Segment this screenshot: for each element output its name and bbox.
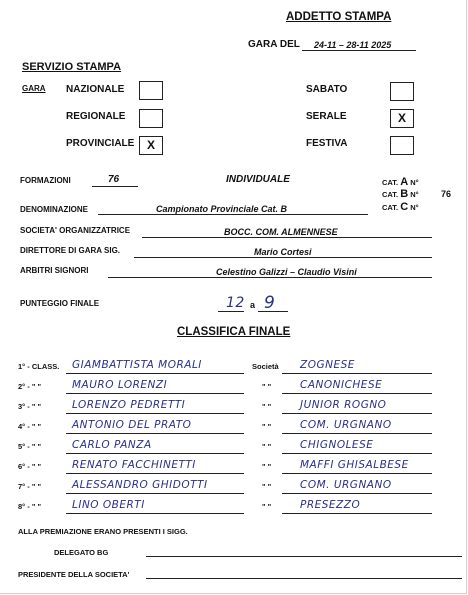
- sabato-label: SABATO: [306, 84, 348, 95]
- cat-b-n: N°: [410, 190, 419, 199]
- festiva-label: FESTIVA: [306, 138, 348, 149]
- cat-c-prefix: CAT.: [382, 203, 399, 212]
- regionale-label: REGIONALE: [66, 111, 126, 122]
- ditto-mark: " ": [262, 442, 272, 451]
- cat-b: [382, 188, 419, 200]
- punteggio-label: PUNTEGGIO FINALE: [20, 299, 100, 308]
- regionale-checkbox[interactable]: [139, 109, 163, 128]
- ditto-mark: " ": [262, 422, 272, 431]
- player-name: MAURO LORENZI: [72, 379, 168, 391]
- sabato-checkbox[interactable]: [390, 82, 414, 101]
- direttore-value: Mario Cortesi: [254, 247, 312, 257]
- arbitri-label: ARBITRI SIGNORI: [20, 266, 89, 275]
- position-label: 5° - " ": [18, 442, 42, 451]
- festiva-checkbox[interactable]: [390, 136, 414, 155]
- club-line: [282, 493, 432, 494]
- club-name: PRESEZZO: [300, 499, 361, 511]
- player-line: [66, 393, 244, 394]
- club-line: [282, 373, 432, 374]
- position-label: 1° - CLASS.: [18, 362, 60, 371]
- player-name: LORENZO PEDRETTI: [72, 399, 186, 411]
- arbitri-value: Celestino Galizzi – Claudio Visini: [216, 267, 357, 277]
- player-line: [66, 453, 244, 454]
- player-name: CARLO PANZA: [72, 439, 152, 451]
- gara-del-label: GARA DEL: [248, 39, 300, 50]
- denominazione-value: Campionato Provinciale Cat. B: [156, 204, 288, 214]
- position-label: 7° - " ": [18, 482, 42, 491]
- cat-b-value: 76: [441, 189, 452, 199]
- gara-label: GARA: [22, 84, 46, 93]
- gara-date-line: [302, 50, 416, 51]
- club-name: JUNIOR ROGNO: [300, 399, 387, 411]
- club-line: [282, 393, 432, 394]
- societa-line: [142, 237, 432, 238]
- individuale-label: INDIVIDUALE: [226, 174, 290, 185]
- denominazione-label: DENOMINAZIONE: [20, 205, 88, 214]
- cat-c-letter: C: [400, 201, 409, 213]
- societa-value: BOCC. COM. ALMENNESE: [224, 227, 338, 237]
- nazionale-checkbox[interactable]: [139, 81, 163, 100]
- punteggio-a: 12: [226, 295, 245, 311]
- direttore-label: DIRETTORE DI GARA SIG.: [20, 246, 121, 255]
- serale-checkbox[interactable]: X: [390, 109, 414, 128]
- arbitri-line: [108, 277, 432, 278]
- player-name: RENATO FACCHINETTI: [72, 459, 196, 471]
- denominazione-line: [98, 214, 368, 215]
- formazioni-value: 76: [108, 174, 120, 185]
- cat-c: [382, 201, 419, 213]
- club-name: ZOGNESE: [300, 359, 355, 371]
- club-line: [282, 413, 432, 414]
- punteggio-sep: a: [250, 300, 256, 310]
- cat-a-letter: A: [400, 176, 409, 188]
- club-line: [282, 473, 432, 474]
- form-title: ADDETTO STAMPA: [286, 11, 392, 23]
- punteggio-a-line: [218, 311, 244, 312]
- club-name: CHIGNOLESE: [300, 439, 374, 451]
- servizio-stampa-title: SERVIZIO STAMPA: [22, 61, 122, 73]
- club-name: COM. URGNANO: [300, 479, 392, 491]
- ditto-mark: " ": [262, 502, 272, 511]
- player-line: [66, 473, 244, 474]
- player-line: [66, 493, 244, 494]
- position-label: 2° - " ": [18, 382, 42, 391]
- position-label: 8° - " ": [18, 502, 42, 511]
- delegato-line: [146, 556, 462, 557]
- position-label: 6° - " ": [18, 462, 42, 471]
- ditto-mark: " ": [262, 402, 272, 411]
- player-name: GIAMBATTISTA MORALI: [72, 359, 202, 371]
- nazionale-label: NAZIONALE: [66, 84, 125, 95]
- ditto-mark: " ": [262, 382, 272, 391]
- ditto-mark: " ": [262, 462, 272, 471]
- formazioni-line: [92, 186, 138, 187]
- cat-a-prefix: CAT.: [382, 178, 399, 187]
- position-label: 4° - " ": [18, 422, 42, 431]
- ditto-mark: " ": [262, 482, 272, 491]
- delegato-label: DELEGATO BG: [54, 548, 109, 557]
- club-name: MAFFI GHISALBESE: [300, 459, 409, 471]
- player-line: [66, 373, 244, 374]
- cat-b-letter: B: [400, 188, 409, 200]
- club-name: CANONICHESE: [300, 379, 383, 391]
- societa-label: Società: [252, 362, 279, 371]
- player-name: ANTONIO DEL PRATO: [72, 419, 192, 431]
- club-line: [282, 453, 432, 454]
- direttore-line: [134, 257, 432, 258]
- cat-a: [382, 176, 419, 188]
- serale-label: SERALE: [306, 111, 347, 122]
- player-name: ALESSANDRO GHIDOTTI: [72, 479, 208, 491]
- gara-date: 24-11 – 28-11 2025: [314, 40, 392, 50]
- club-name: COM. URGNANO: [300, 419, 392, 431]
- provinciale-label: PROVINCIALE: [66, 138, 135, 149]
- player-line: [66, 413, 244, 414]
- classifica-title: CLASSIFICA FINALE: [177, 326, 291, 338]
- player-name: LINO OBERTI: [72, 499, 145, 511]
- provinciale-checkbox[interactable]: X: [139, 136, 163, 155]
- cat-c-n: N°: [410, 203, 419, 212]
- premiazione-label: ALLA PREMIAZIONE ERANO PRESENTI I SIGG.: [18, 527, 188, 536]
- presidente-label: PRESIDENTE DELLA SOCIETA': [18, 570, 130, 579]
- presidente-line: [146, 578, 462, 579]
- cat-b-prefix: CAT.: [382, 190, 399, 199]
- punteggio-b: 9: [264, 293, 276, 313]
- player-line: [66, 433, 244, 434]
- club-line: [282, 433, 432, 434]
- player-line: [66, 513, 244, 514]
- formazioni-label: FORMAZIONI: [20, 176, 71, 185]
- societa-organizzatrice-label: SOCIETA' ORGANIZZATRICE: [20, 226, 131, 235]
- cat-a-n: N°: [410, 178, 419, 187]
- club-line: [282, 513, 432, 514]
- position-label: 3° - " ": [18, 402, 42, 411]
